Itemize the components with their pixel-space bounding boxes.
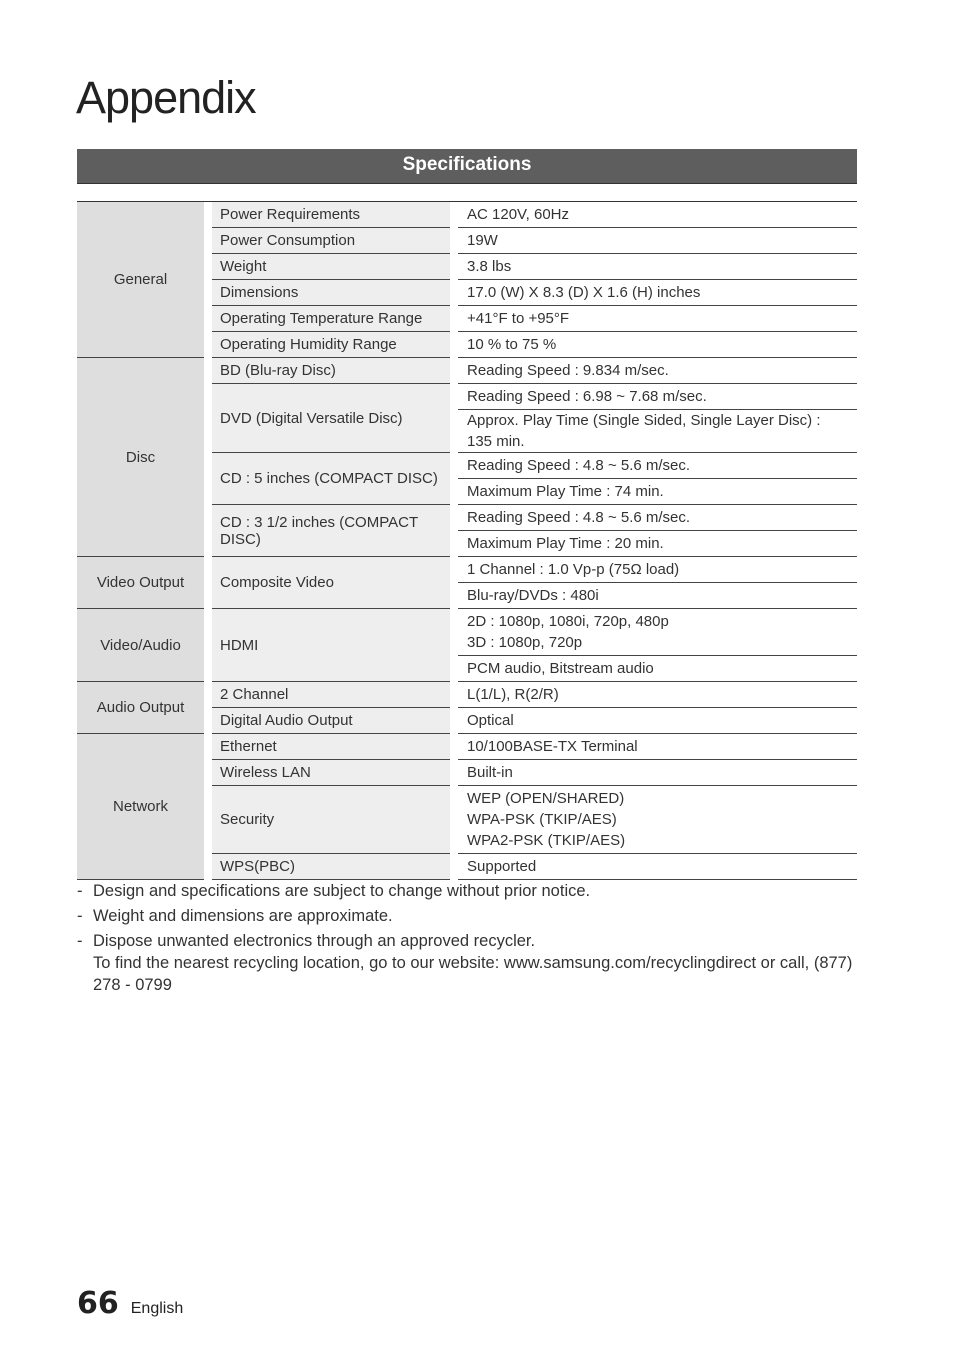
specifications-table-body [77,202,857,880]
column-gap [450,453,458,505]
note-text: Dispose unwanted electronics through an approved recycler. [93,932,536,950]
spec-category: Audio Output [77,682,204,734]
spec-value: Maximum Play Time : 74 min. [458,479,857,505]
spec-value: 3.8 lbs [458,254,857,280]
page-title: Appendix [76,72,256,123]
spec-row [77,682,857,708]
spec-category: Disc [77,358,204,557]
spec-value: Optical [458,708,857,734]
page-number: 66 [77,1286,119,1321]
column-gap [204,358,212,557]
spec-category: General [77,202,204,358]
page-footer [77,1286,183,1321]
spec-category: Network [77,734,204,880]
spec-value: Blu-ray/DVDs : 480i [458,583,857,609]
spec-row [77,358,857,384]
spec-label: Wireless LAN [212,760,450,786]
spec-label: BD (Blu-ray Disc) [212,358,450,384]
spec-value: 17.0 (W) X 8.3 (D) X 1.6 (H) inches [458,280,857,306]
column-gap [204,734,212,880]
spec-value: 19W [458,228,857,254]
column-gap [450,306,458,332]
column-gap [450,228,458,254]
column-gap [204,557,212,609]
spec-value: WEP (OPEN/SHARED) WPA-PSK (TKIP/AES) WPA2-PSK (TKIP/AES) [458,786,857,854]
spec-label: Power Requirements [212,202,450,228]
note-item [77,930,857,996]
spec-value: 1 Channel : 1.0 Vp-p (75Ω load) [458,557,857,583]
spec-value: Reading Speed : 4.8 ~ 5.6 m/sec. [458,505,857,531]
column-gap [450,609,458,682]
spec-label: 2 Channel [212,682,450,708]
spec-label: Operating Temperature Range [212,306,450,332]
spec-label: WPS(PBC) [212,854,450,880]
column-gap [450,358,458,384]
column-gap [450,280,458,306]
note-text-recycling: To find the nearest recycling location, go to our website: www.samsung.com/recyclingdirect or call, (877) 278 - 0799 [93,954,853,994]
spec-category: Video/Audio [77,609,204,682]
specifications-table [77,201,857,880]
spec-value: 10 % to 75 % [458,332,857,358]
column-gap [450,505,458,557]
spec-value: Built-in [458,760,857,786]
column-gap [450,708,458,734]
column-gap [450,384,458,453]
note-item [77,905,857,927]
note-dash: - [77,882,83,900]
spec-label: Security [212,786,450,854]
column-gap [450,734,458,760]
spec-value: Reading Speed : 9.834 m/sec. [458,358,857,384]
spec-label: Digital Audio Output [212,708,450,734]
spec-label: Composite Video [212,557,450,609]
spec-row [77,734,857,760]
spec-value: Supported [458,854,857,880]
column-gap [204,682,212,734]
spec-row [77,609,857,656]
spec-row [77,202,857,228]
section-header-specifications: Specifications [77,149,857,184]
spec-value: +41°F to +95°F [458,306,857,332]
column-gap [450,254,458,280]
note-item [77,880,857,902]
column-gap [204,609,212,682]
note-text: Design and specifications are subject to change without prior notice. [93,882,591,900]
column-gap [450,854,458,880]
spec-value: PCM audio, Bitstream audio [458,656,857,682]
column-gap [450,786,458,854]
spec-label: Weight [212,254,450,280]
spec-label: Operating Humidity Range [212,332,450,358]
note-dash: - [77,907,83,925]
spec-value: Approx. Play Time (Single Sided, Single Layer Disc) : 135 min. [458,410,857,453]
column-gap [450,332,458,358]
language-label: English [130,1300,184,1317]
column-gap [450,557,458,609]
spec-value: 10/100BASE-TX Terminal [458,734,857,760]
spec-value: 2D : 1080p, 1080i, 720p, 480p 3D : 1080p, 720p [458,609,857,656]
spec-value: L(1/L), R(2/R) [458,682,857,708]
notes-list [77,880,857,999]
spec-label: CD : 5 inches (COMPACT DISC) [212,453,450,505]
spec-label: Dimensions [212,280,450,306]
note-dash: - [77,932,83,950]
spec-category: Video Output [77,557,204,609]
spec-value: Reading Speed : 6.98 ~ 7.68 m/sec. [458,384,857,410]
column-gap [450,202,458,228]
spec-label: DVD (Digital Versatile Disc) [212,384,450,453]
spec-value: Reading Speed : 4.8 ~ 5.6 m/sec. [458,453,857,479]
spec-value: Maximum Play Time : 20 min. [458,531,857,557]
column-gap [450,760,458,786]
spec-row [77,557,857,583]
spec-value: AC 120V, 60Hz [458,202,857,228]
column-gap [450,682,458,708]
column-gap [204,202,212,358]
spec-label: Ethernet [212,734,450,760]
spec-label: Power Consumption [212,228,450,254]
spec-label: CD : 3 1/2 inches (COMPACT DISC) [212,505,450,557]
spec-label: HDMI [212,609,450,682]
note-text: Weight and dimensions are approximate. [93,907,393,925]
